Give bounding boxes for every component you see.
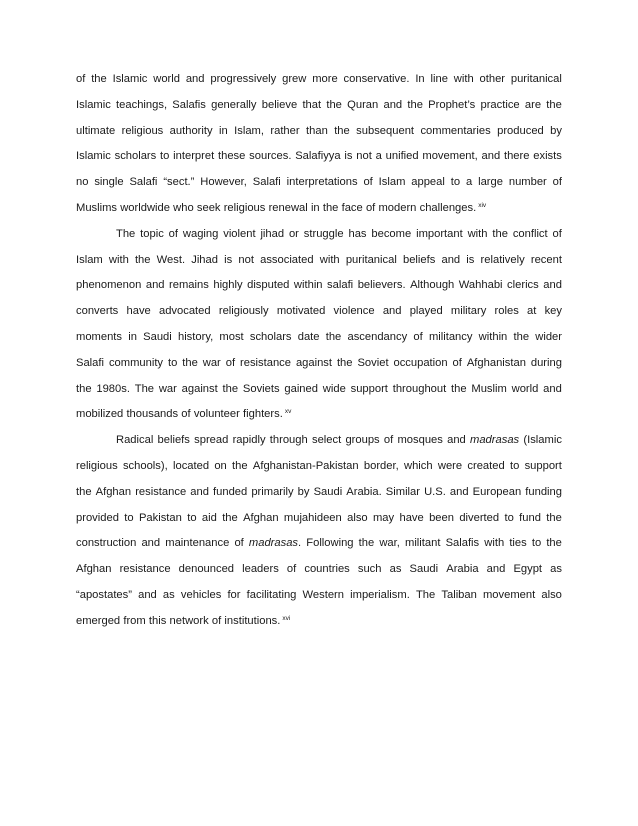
endnote-marker: xiv	[478, 201, 487, 209]
text-line: The topic of waging violent jihad or struggle has become important with the conflict of	[116, 227, 562, 240]
endnote-marker: xv	[284, 408, 292, 416]
endnote-marker: xvi	[282, 614, 291, 622]
text-line: mobilized thousands of volunteer fighters. $^{xv}$	[76, 408, 292, 421]
text-line: religious schools), located on the Afghanistan-Pakistan border, which were created to support	[76, 459, 562, 472]
text-line: Afghan resistance denounced leaders of countries such as Saudi Arabia and Egypt as	[76, 563, 562, 576]
text-line: Radical beliefs spread rapidly through select groups of mosques and madrasas (Islamic	[116, 434, 562, 447]
text-line: Islam with the West. Jihad is not associated with puritanical beliefs and is relatively recent	[76, 253, 562, 266]
text-line: the 1980s. The war against the Soviets gained wide support throughout the Muslim world and	[76, 382, 562, 395]
text-line: no single Salafi “sect.” However, Salafi interpretations of Islam appeal to a large number of	[76, 176, 562, 189]
text-line: provided to Pakistan to aid the Afghan mujahideen also may have been diverted to fund the	[76, 511, 562, 524]
text-line: Salafi community to the war of resistance against the Soviet occupation of Afghanistan during	[76, 356, 562, 369]
text-line: of the Islamic world and progressively grew more conservative. In line with other puritanical	[76, 73, 562, 85]
text-line: phenomenon and remains highly disputed within salafi believers. Although Wahhabi clerics and	[76, 279, 562, 292]
text-line: emerged from this network of institutions. $^{xvi}$	[76, 614, 291, 627]
text-line: construction and maintenance of madrasas. Following the war, militant Salafis with ties to the	[76, 537, 562, 550]
text-line: ultimate religious authority in Islam, rather than the subsequent commentaries produced by	[76, 124, 562, 137]
text-line: Muslims worldwide who seek religious renewal in the face of modern challenges. $^{xiv}$	[76, 201, 487, 214]
text-line: Islamic teachings, Salafis generally believe that the Quran and the Prophet’s practice are the	[76, 98, 562, 111]
text-line: moments in Saudi history, most scholars date the ascendancy of militancy within the wider	[76, 330, 562, 343]
body-text	[76, 67, 562, 635]
text-line: “apostates” and as vehicles for facilitating Western imperialism. The Taliban movement also	[76, 588, 562, 601]
text-line: Islamic scholars to interpret these sources. Salafiyya is not a unified movement, and there exists	[76, 150, 562, 163]
text-line: the Afghan resistance and funded primarily by Saudi Arabia. Similar U.S. and European funding	[76, 485, 562, 498]
text-line: converts have advocated religiously motivated violence and played military roles at key	[76, 305, 562, 318]
